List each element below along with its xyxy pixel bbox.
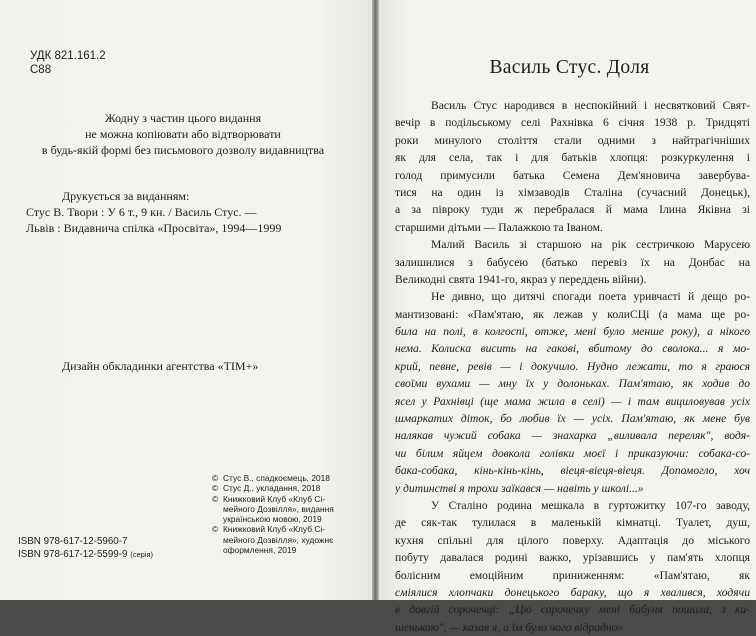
body-line: в довгій сорочечці: „Цю сорочечку мені бабуня пошила, з ки-	[395, 603, 750, 617]
udk-code: УДК 821.161.2	[30, 50, 106, 62]
copyright-line: Стус Д., укладання, 2018	[223, 483, 321, 494]
notice-line: в будь-якій формі без письмового дозволу видавництва	[41, 143, 325, 157]
body-line: залишилися з бабусею (батько перевіз їх на Донбас на	[395, 255, 750, 269]
body-line: нема. Колиска висить на гакові, вбитому до сволока... я мо-	[395, 342, 750, 356]
copyright-line: Книжковий Клуб «Клуб Сі-	[223, 524, 326, 535]
source-edition-block	[26, 188, 282, 236]
notice-line: не можна копіювати або відтворювати	[85, 127, 281, 141]
copyright-symbol: ©	[212, 473, 219, 483]
printed-line: Львів : Видавнича спілка «Просвіта», 1994—1999	[26, 221, 282, 235]
chapter-body	[395, 97, 750, 636]
body-line: крий, певне, ревів — і докучило. Нудно лежати, то я граюся	[395, 359, 750, 373]
body-line: Василь Стус народився в неспокійний і несвятковий Свят-	[431, 99, 750, 112]
copyright-entry	[212, 494, 367, 525]
body-line: болісним емоційним приниженням: «Пам'ятаю, як	[395, 568, 750, 582]
body-line: вечір в подільському селі Рахнівка 6 січня 1938 р. Тридцяті	[395, 116, 750, 130]
body-line: У Сталіно родина мешкала в гуртожитку 107-го заводу,	[431, 498, 750, 512]
printed-line: Стус В. Твори : У 6 т., 9 кн. / Василь Стус. —	[26, 205, 257, 219]
left-page	[0, 0, 372, 600]
body-line: ясел у Рахнівці (ще мама жила в селі) — і там вициловував усіх	[395, 394, 750, 408]
body-line: бака-собака, кінь-кінь-кінь, віеця-віеця-віеця. Допомогло, хоч	[395, 464, 750, 478]
body-line: чи білим яйцем довкола голівки моєї і приказуючи: собака-со-	[395, 446, 750, 460]
copyright-list	[212, 473, 367, 555]
copyright-line: оформлення, 2019	[223, 545, 297, 556]
copyright-entry	[212, 524, 367, 555]
copyright-notice	[18, 110, 348, 158]
body-line: побуту давалася родині важко, урізавшись у пам'ять хлопця	[395, 551, 750, 565]
body-line: кухня спільні для цілого поверху. Адаптація до міського	[395, 533, 750, 547]
body-line: своїми вухами — мну їх у долоньках. Пам'ятаю, як ходив до	[395, 377, 750, 391]
copyright-line: українською мовою, 2019	[223, 514, 322, 525]
body-line: тися на один із хімзаводів Сталіна (сучасний Донецьк),	[395, 185, 750, 199]
copyright-line: Книжковий Клуб «Клуб Сі-	[223, 493, 326, 504]
classification-block	[30, 49, 106, 77]
body-line: роки минулого століття стали одними з найтрагічніших	[395, 133, 750, 147]
book-gutter	[372, 0, 379, 600]
isbn-series: ISBN 978-617-12-5599-9	[18, 549, 128, 560]
body-line: старшими дітьми — Палажкою та Іваном.	[395, 220, 603, 234]
body-line: у дитинстві я трохи заїкався — навіть у школі...»	[395, 481, 644, 495]
copyright-entry	[212, 483, 367, 493]
body-line: сміялися хлопчаки донецького бараку, що я хвалився, ходячи	[395, 585, 750, 599]
chapter-title: Василь Стус. Доля	[489, 57, 650, 78]
isbn-main: ISBN 978-617-12-5960-7	[18, 536, 128, 547]
author-code: С88	[30, 64, 52, 76]
printed-line: Друкується за виданням:	[62, 189, 190, 203]
copyright-line: мейного Дозвілля», видання	[223, 503, 334, 514]
isbn-series-note: (серія)	[130, 550, 154, 559]
copyright-symbol: ©	[212, 524, 219, 535]
copyright-symbol: ©	[212, 493, 219, 504]
body-line: била на полі, в колгоспі, отже, мені було менше року), а нікого	[395, 325, 750, 339]
isbn-series-row	[18, 548, 153, 561]
body-line: де сяк-так тулилася в маленькій кімнатці. Туалет, душ,	[395, 516, 750, 530]
body-line: Великодні свята 1941-го, якраз у переддень війни).	[395, 272, 647, 286]
body-line: голод примусили батька Семена Дем'яновича завербува-	[395, 168, 750, 182]
body-line: налякав чужий собака — знахарка „виливала переляк", водя-	[395, 429, 750, 443]
cover-design-credit: Дизайн обкладинки агентства «ТІМ+»	[62, 359, 259, 373]
copyright-line: Стус В., спадкоємець, 2018	[223, 473, 330, 483]
copyright-entry	[212, 473, 367, 483]
body-line: Малий Василь зі старшою на рік сестричкою Марусею	[431, 238, 750, 252]
body-line: як для села, так і для батьків хлопця: розкуркулення і	[395, 151, 750, 165]
copyright-line: мейного Дозвілля», художнє	[223, 534, 334, 545]
copyright-symbol: ©	[212, 483, 219, 494]
body-line: шенькою", — казав я, а їм було чого відрадно»	[395, 620, 624, 634]
body-line: а за півроку туди ж перебралася й мама Ілина Яківна зі	[395, 203, 750, 217]
isbn-block	[18, 535, 153, 561]
body-line: мантизовані: «Пам'ятаю, як лежав у колиСЦі (а мама ще ро-	[395, 307, 750, 321]
body-line: шмаркатих діток, бо любив їх — усіх. Пам'ятаю, як мене був	[395, 412, 750, 426]
notice-line: Жодну з частин цього видання	[104, 111, 262, 125]
body-line: Не дивно, що дитячі спогади поета уривчасті й дещо ро-	[431, 290, 750, 304]
